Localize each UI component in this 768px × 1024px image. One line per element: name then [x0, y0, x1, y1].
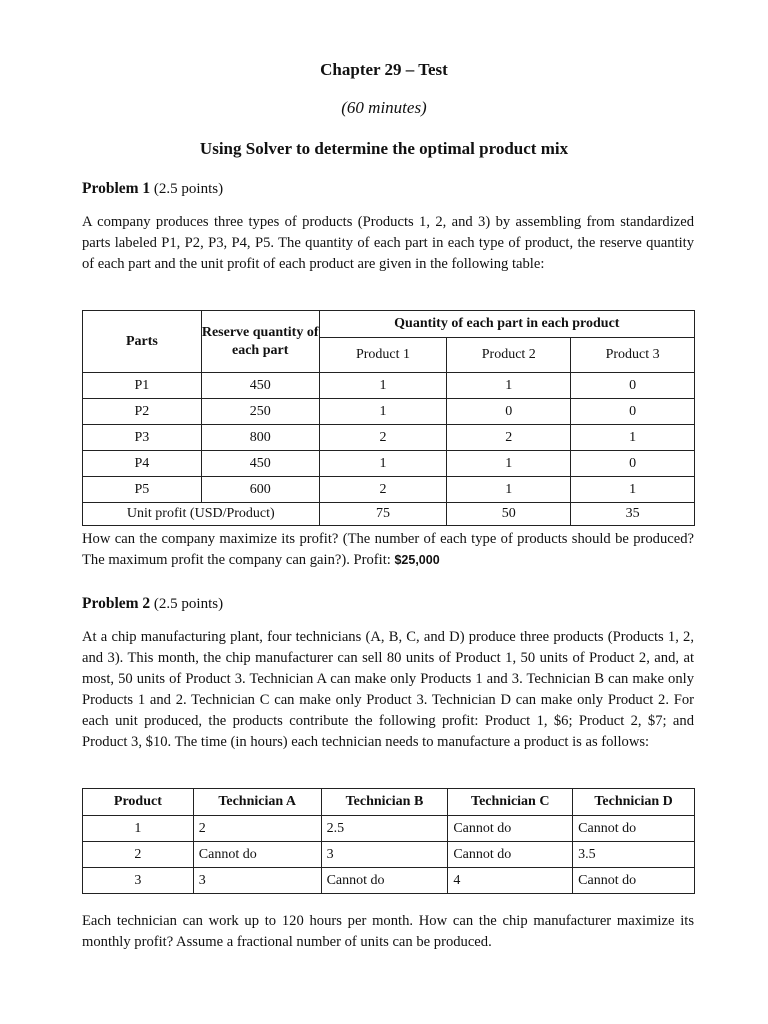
problem1-points: (2.5 points) [153, 181, 224, 197]
product-column-header: Product [83, 789, 194, 816]
quantity-cell: 1 [571, 425, 695, 451]
table-row [83, 816, 695, 842]
part-cell: P2 [83, 399, 202, 425]
reserve-cell: 450 [201, 373, 319, 399]
quantity-cell: 2 [319, 477, 447, 503]
time-cell: 3.5 [573, 842, 695, 868]
problem1-header [82, 180, 223, 198]
product-cell: 3 [83, 868, 194, 894]
problem1-question [82, 529, 694, 571]
part-cell: P3 [83, 425, 202, 451]
table-row [83, 477, 695, 503]
time-cell: 2.5 [321, 816, 448, 842]
time-cell: 3 [321, 842, 448, 868]
parts-table [82, 310, 695, 526]
reserve-cell: 600 [201, 477, 319, 503]
time-cell: Cannot do [573, 816, 695, 842]
quantity-cell: 0 [447, 399, 571, 425]
reserve-cell: 800 [201, 425, 319, 451]
problem1-answer: $25,000 [394, 553, 440, 567]
test-heading: Using Solver to determine the optimal product mix [199, 139, 569, 158]
unit-profit-label: Unit profit (USD/Product) [83, 503, 320, 526]
quantity-group-header: Quantity of each part in each product [319, 311, 694, 338]
time-cell: 2 [193, 816, 321, 842]
quantity-cell: 1 [447, 373, 571, 399]
time-cell: Cannot do [573, 868, 695, 894]
unit-profit-row [83, 503, 695, 526]
quantity-cell: 1 [447, 451, 571, 477]
technician-b-column-header: Technician B [321, 789, 448, 816]
problem2-intro: At a chip manufacturing plant, four technicians (A, B, C, and D) produce three products (Products 1, 2, and 3). This month, the chip manufacturer can sell 80 units of Product 1, 50 units of Product 2, and, at most, 50 units of Product 3. Technician A can make only Products 1 and 3. Technician B can make only Products 1 and 2. Technician C can make only Product 3. Technician D can make only Product 2. For each unit produced, the products contribute the following profit: Product 1, $6; Product 2, $7; and Product 3, $10. The time (in hours) each technician needs to manufacture a product is as follows: [82, 629, 694, 750]
technician-d-column-header: Technician D [573, 789, 695, 816]
technician-table [82, 788, 695, 894]
chapter-title: Chapter 29 – Test [320, 60, 448, 79]
technician-a-column-header: Technician A [193, 789, 321, 816]
table-row [83, 373, 695, 399]
quantity-cell: 0 [571, 451, 695, 477]
technician-table-header-row [83, 789, 695, 816]
unit-profit-cell: 35 [571, 503, 695, 526]
problem1-intro: A company produces three types of products (Products 1, 2, and 3) by assembling from standardized parts labeled P1, P2, P3, P4, P5. The quantity of each part in each type of product, the reserve quantity of each part and the unit profit of each product are given in the following table: [82, 214, 694, 272]
time-cell: Cannot do [448, 842, 573, 868]
quantity-cell: 0 [571, 399, 695, 425]
unit-profit-cell: 75 [319, 503, 447, 526]
problem2-label: Problem 2 [82, 595, 151, 612]
part-cell: P1 [83, 373, 202, 399]
table-row [83, 399, 695, 425]
product-cell: 2 [83, 842, 194, 868]
problem2-header [82, 595, 223, 613]
quantity-cell: 0 [571, 373, 695, 399]
duration-subtitle: (60 minutes) [341, 98, 427, 117]
part-cell: P5 [83, 477, 202, 503]
quantity-cell: 1 [319, 399, 447, 425]
product1-column-header: Product 1 [319, 338, 447, 373]
problem1-question-text: How can the company maximize its profit? (The number of each type of products should be produced? The maximum profit the company can gain?). Profit: [82, 531, 694, 568]
parts-table-header-row [83, 311, 695, 338]
time-cell: Cannot do [321, 868, 448, 894]
parts-column-header: Parts [83, 311, 202, 373]
table-row [83, 868, 695, 894]
product2-column-header: Product 2 [447, 338, 571, 373]
technician-c-column-header: Technician C [448, 789, 573, 816]
quantity-cell: 1 [571, 477, 695, 503]
part-cell: P4 [83, 451, 202, 477]
problem2-points: (2.5 points) [153, 596, 224, 612]
reserve-column-header: Reserve quantity of each part [201, 311, 319, 373]
product-cell: 1 [83, 816, 194, 842]
product3-column-header: Product 3 [571, 338, 695, 373]
quantity-cell: 2 [319, 425, 447, 451]
time-cell: Cannot do [448, 816, 573, 842]
problem2-closing: Each technician can work up to 120 hours per month. How can the chip manufacturer maximize its monthly profit? Assume a fractional number of units can be produced. [82, 913, 694, 950]
time-cell: 4 [448, 868, 573, 894]
quantity-cell: 1 [447, 477, 571, 503]
table-row [83, 425, 695, 451]
table-row [83, 451, 695, 477]
reserve-cell: 450 [201, 451, 319, 477]
table-row [83, 842, 695, 868]
problem1-label: Problem 1 [82, 180, 151, 197]
unit-profit-cell: 50 [447, 503, 571, 526]
reserve-cell: 250 [201, 399, 319, 425]
time-cell: Cannot do [193, 842, 321, 868]
quantity-cell: 1 [319, 451, 447, 477]
time-cell: 3 [193, 868, 321, 894]
quantity-cell: 1 [319, 373, 447, 399]
quantity-cell: 2 [447, 425, 571, 451]
